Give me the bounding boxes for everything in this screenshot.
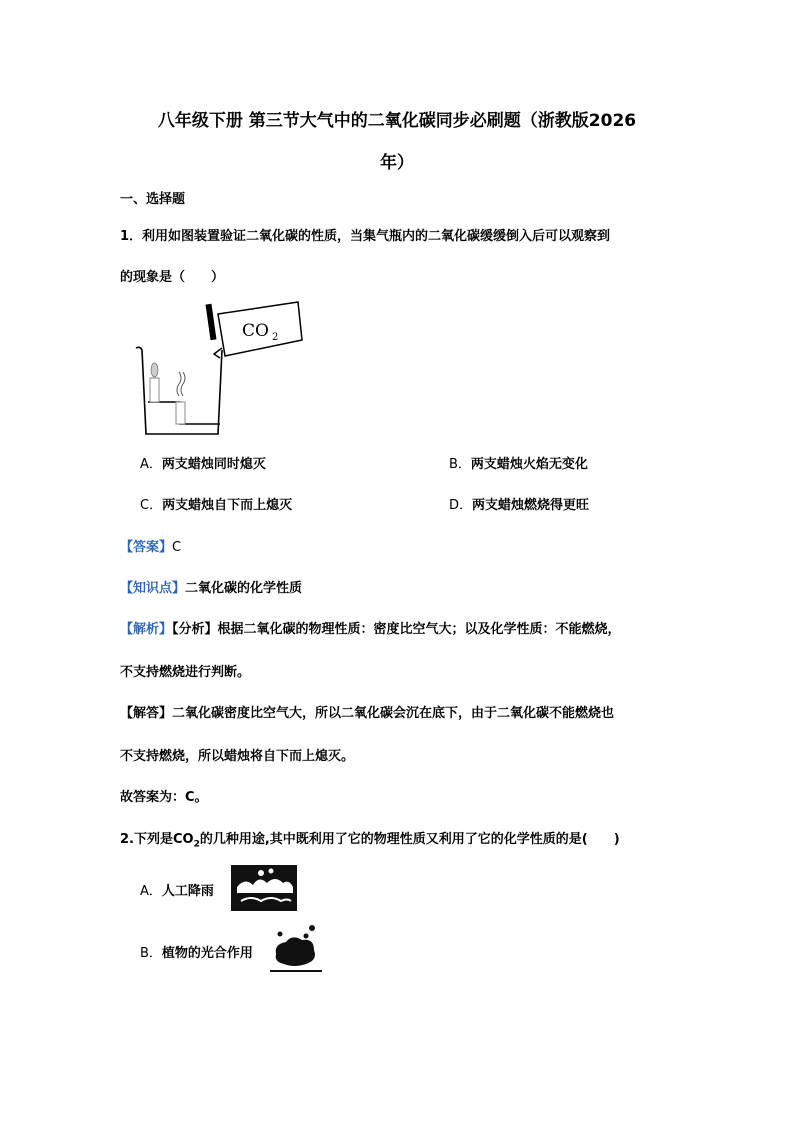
q2-option-b: B．植物的光合作用 <box>140 946 253 961</box>
q1-solution-line1: 【解答】二氧化碳密度比空气大，所以二氧化碳会沉在底下，由于二氧化碳不能燃烧也 <box>120 706 615 721</box>
q1-stem-line1: 1．利用如图装置验证二氧化碳的性质，当集气瓶内的二氧化碳缓缓倒入后可以观察到 <box>120 229 611 244</box>
q2-option-a: A．人工降雨 <box>140 884 214 899</box>
q1-option-a: A．两支蜡烛同时熄灭 <box>140 457 266 472</box>
candle-upper-icon <box>150 363 159 402</box>
section-heading: 一、选择题 <box>120 192 186 207</box>
beaker-co2-figure <box>130 298 310 438</box>
q1-option-b: B．两支蜡烛火焰无变化 <box>449 457 588 472</box>
figure-co2-subscript: 2 <box>272 332 279 343</box>
figure-co2-label: CO <box>242 321 269 341</box>
q1-analysis-line2: 不支持燃烧进行判断。 <box>120 665 251 680</box>
q1-solution-line2: 不支持燃烧，所以蜡烛将自下而上熄灭。 <box>120 749 355 764</box>
artificial-rain-image-icon <box>231 865 297 911</box>
q1-option-c: C．两支蜡烛自下而上熄灭 <box>140 498 293 513</box>
page-title: 八年级下册 第三节大气中的二氧化碳同步必刷题（浙教版2026 <box>157 111 637 131</box>
q2-stem: 2.下列是$CO_2$的几种用途,其中既利用了它的物理性质又利用了它的化学性质的是( ) <box>120 832 620 850</box>
q1-conclusion: 故答案为：C。 <box>120 790 208 805</box>
photosynthesis-image-icon <box>268 922 324 974</box>
q1-answer: 【答案】C <box>120 540 182 555</box>
q1-knowledge-point: 【知识点】二氧化碳的化学性质 <box>120 581 303 596</box>
candle-lower-icon <box>176 372 185 424</box>
q1-option-d: D．两支蜡烛燃烧得更旺 <box>449 498 590 513</box>
q1-analysis-line1: 【解析】【分析】根据二氧化碳的物理性质：密度比空气大；以及化学性质：不能燃烧， <box>120 622 621 637</box>
page-title-continuation: 年） <box>380 153 414 173</box>
q1-stem-line2: 的现象是（ ） <box>120 270 225 285</box>
